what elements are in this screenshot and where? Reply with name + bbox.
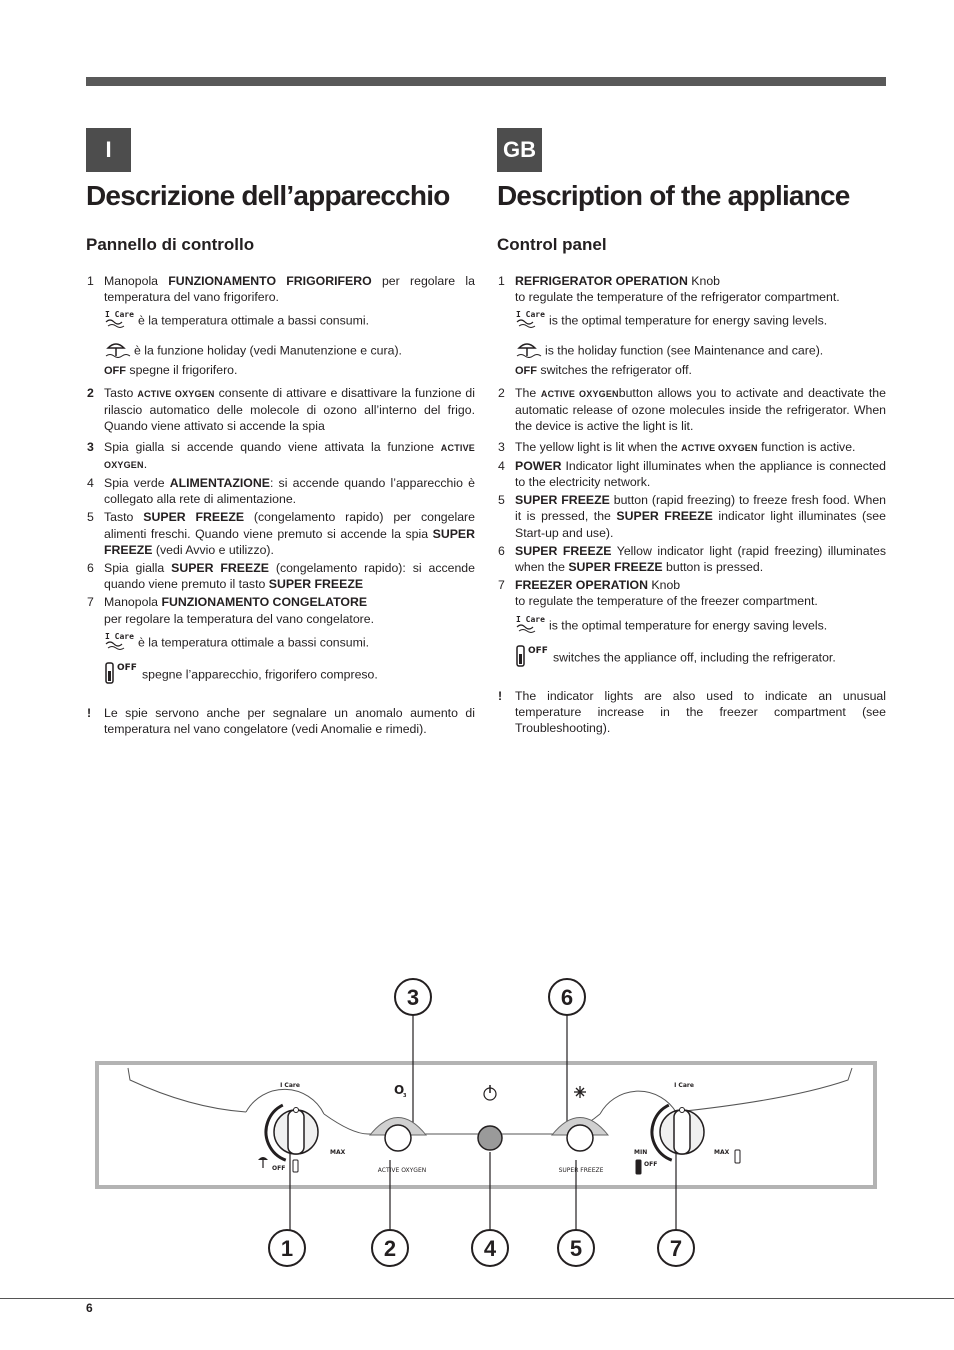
svg-text:MAX: MAX — [330, 1149, 346, 1156]
holiday-umbrella-icon — [515, 340, 543, 362]
svg-text:I Care: I Care — [516, 310, 545, 320]
holiday-line: is the holiday function (see Maintenance and care). — [498, 340, 886, 362]
callout-3 — [395, 979, 431, 1015]
column-gb — [498, 273, 886, 737]
list-item: 1 Manopola FUNZIONAMENTO FRIGORIFERO per regolare la temperatura del vano frigorifero. — [87, 274, 475, 305]
svg-text:MAX: MAX — [714, 1149, 730, 1156]
off-line: OFF spegne l’apparecchio, frigorifero compreso. — [87, 661, 475, 689]
svg-text:OFF: OFF — [117, 663, 137, 674]
column-it — [87, 273, 475, 738]
note: ! Le spie servono anche per segnalare un anomalo aumento di temperatura nel vano congelatore (vedi Anomalie e rimedi). — [87, 706, 475, 737]
svg-text:I Care: I Care — [674, 1082, 694, 1089]
svg-text:I Care: I Care — [280, 1082, 300, 1089]
section-title-gb: Control panel — [497, 235, 607, 254]
panel-frame — [97, 1063, 875, 1187]
svg-text:ACTIVE OXYGEN: ACTIVE OXYGEN — [377, 1167, 427, 1174]
list-item: 2 The ACTIVE OXYGENbutton allows you to activate and deactivate the automatic release of ozone molecules inside the refrigerator. When the device is active the light is lit. — [498, 386, 886, 434]
icare-line: I Care è la temperatura ottimale a bassi consumi. — [87, 631, 475, 655]
i-care-icon — [515, 614, 547, 638]
svg-text:3: 3 — [403, 1093, 407, 1099]
svg-text:OFF: OFF — [644, 1161, 658, 1168]
off-line: OFF spegne il frigorifero. — [104, 362, 238, 377]
list-item: 4 POWER Indicator light illuminates when the appliance is connected to the electricity network. — [498, 458, 886, 490]
icare-line: I Care è la temperatura ottimale a bassi consumi. — [87, 309, 475, 333]
section-title-it: Pannello di controllo — [86, 235, 255, 254]
footer-rule — [0, 1298, 954, 1299]
list-item: 7 Manopola FUNZIONAMENTO CONGELATORE per regolare la temperatura del vano congelatore. — [87, 595, 375, 626]
callout-4 — [472, 1230, 508, 1266]
svg-text:I Care: I Care — [105, 310, 134, 320]
svg-text:O: O — [394, 1083, 405, 1097]
language-badge-it: I — [86, 128, 131, 172]
callout-7 — [658, 1230, 694, 1266]
page-number: 6 — [86, 1301, 93, 1315]
list-item: 7 FREEZER OPERATION Knob to regulate the temperature of the freezer compartment. — [498, 578, 818, 609]
list-item: 5 Tasto SUPER FREEZE (congelamento rapido) per congelare alimenti freschi. Quando viene premuto si accende la spia SUPER FREEZE (vedi Avvio e utilizzo). — [87, 510, 475, 557]
svg-text:SUPER FREEZE: SUPER FREEZE — [558, 1167, 604, 1174]
svg-text:I Care: I Care — [516, 614, 545, 624]
i-care-icon — [104, 309, 136, 333]
list-item: 3 Spia gialla si accende quando viene attivata la funzione ACTIVE OXYGEN. — [87, 439, 475, 471]
svg-text:I Care: I Care — [105, 631, 134, 641]
svg-text:2: 2 — [383, 1236, 397, 1261]
off-switch-icon — [104, 661, 140, 689]
svg-text:4: 4 — [483, 1236, 497, 1261]
off-switch-icon — [515, 644, 551, 672]
svg-text:5: 5 — [569, 1236, 583, 1261]
page-title-gb: Description of the appliance — [497, 180, 850, 211]
svg-text:1: 1 — [280, 1236, 294, 1261]
i-care-icon — [515, 309, 547, 333]
svg-text:MIN: MIN — [634, 1149, 648, 1156]
list-item: 2 Tasto ACTIVE OXYGEN consente di attivare e disattivare la funzione di rilascio automatico delle molecole di ozono all’interno del frigo. Quando viene attivato si accende la spia — [87, 386, 476, 434]
list-item: 5 SUPER FREEZE button (rapid freezing) to freeze fresh food. When it is pressed, the SUPER FREEZE indicator light illuminates (see Start-up and use). — [498, 493, 886, 540]
svg-text:OFF: OFF — [272, 1165, 286, 1172]
page-title-it: Descrizione dell’apparecchio — [86, 180, 450, 211]
list-item: 3 The yellow light is lit when the ACTIVE OXYGEN function is active. — [498, 439, 856, 454]
callout-6 — [549, 979, 585, 1015]
svg-text:OFF: OFF — [528, 645, 548, 656]
svg-text:6: 6 — [560, 985, 574, 1010]
list-item: 6 Spia gialla SUPER FREEZE (congelamento rapido): si accende quando viene premuto il tasto SUPER FREEZE — [87, 561, 475, 592]
language-badge-gb: GB — [497, 128, 542, 172]
holiday-line: è la funzione holiday (vedi Manutenzione e cura). — [87, 340, 475, 362]
list-item: 1 REFRIGERATOR OPERATION Knob to regulate the temperature of the refrigerator compartment. — [498, 274, 840, 305]
icare-line: I Care is the optimal temperature for energy saving levels. — [498, 614, 886, 638]
control-panel-diagram — [0, 975, 954, 1275]
list-item: 6 SUPER FREEZE Yellow indicator light (rapid freezing) illuminates when the SUPER FREEZE button is pressed. — [498, 543, 886, 575]
holiday-umbrella-icon — [104, 340, 132, 362]
note: ! The indicator lights are also used to indicate an unusual temperature increase in the freezer compartment (see Troubleshooting). — [498, 689, 886, 736]
top-rule — [86, 77, 886, 86]
callout-2 — [372, 1230, 408, 1266]
list-item: 4 Spia verde ALIMENTAZIONE: si accende quando l’apparecchio è collegato alla rete di alimentazione. — [87, 476, 475, 507]
off-line: OFF switches the refrigerator off. — [515, 362, 692, 377]
callout-1 — [269, 1230, 305, 1266]
icare-line: I Care is the optimal temperature for energy saving levels. — [498, 309, 886, 333]
off-line: OFF switches the appliance off, including the refrigerator. — [498, 644, 886, 672]
i-care-icon — [104, 631, 136, 655]
svg-text:3: 3 — [406, 985, 420, 1010]
svg-text:7: 7 — [669, 1236, 683, 1261]
callout-5 — [558, 1230, 594, 1266]
